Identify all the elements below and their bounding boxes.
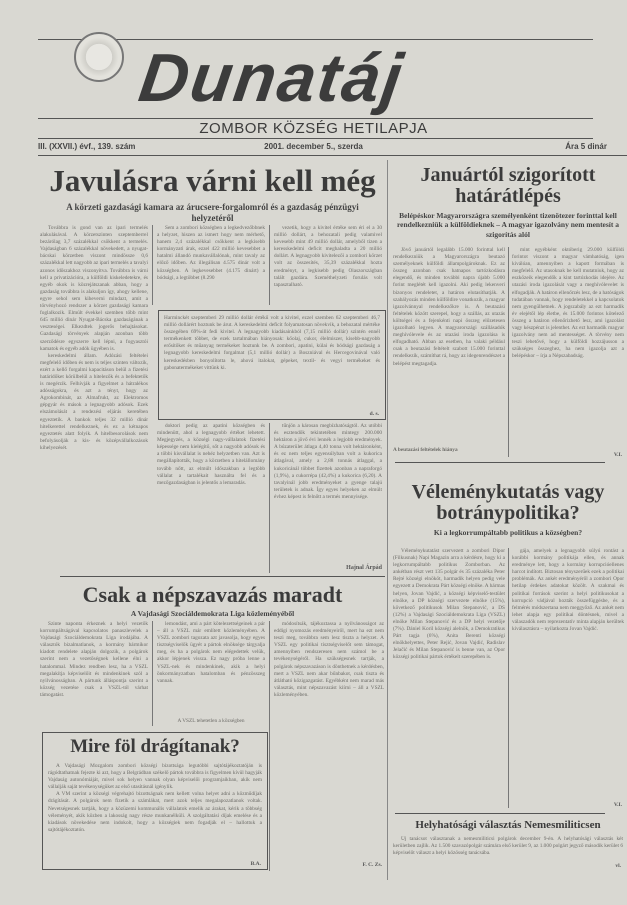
- deck: Ki a legkorrumpáltabb politikus a községben?: [433, 528, 583, 537]
- inset-signature: d. s.: [369, 411, 379, 417]
- masthead-rule-1: [38, 118, 593, 119]
- headline: Januártól szigorított határátlépés: [420, 164, 596, 207]
- deck: A Vajdasági Szociáldemokrata Liga közleményéből: [130, 609, 295, 619]
- divider: [152, 621, 153, 726]
- januartol-col1: Jövő januártól legalább 15.000 forinttal kell rendelkezniük a Magyarországra beutazó személyeknek külföldi állampolgároknak. Ez az összeg azonban csak hatnapos tartózkodásra elegendő, és minden további napra újabb 5.000 forint meglétét kell igazolni. Aki pedig lekenveri bizonyos rendeletet, a határon elutasíthatják. A szabályozás minden külföldire vonatkozik, a magyar igazolvánnyal rendelkezőkre is. A beutazási feltételek között szerepel, hogy a szállás, az utazás költségei és a fejenkénti napi összeg előzetesen igazolható legyen. A magyarországi szállásadók meghívólevele és az utazási iroda igazolása is elfogadható. Abban az esetben, ha valaki például csak a beutazási feltételt szabott 15.000 forinttal rendelkezik, számíthat rá, hogy az idegenrendészet a belépést megtagadja.: [393, 247, 505, 367]
- article-javulasra: [40, 165, 385, 224]
- article-mire-box: [42, 732, 268, 870]
- municipal-seal-logo: [74, 32, 124, 82]
- article-signature: B.A.: [250, 861, 261, 867]
- divider: [508, 548, 509, 808]
- divider: [152, 225, 153, 305]
- divider: [269, 423, 270, 573]
- deck: Belépéskor Magyarországra személyenként tizenötezer forinttal kell rendelkezniük a külföldieknek – A magyar igazolvány nem mentesít a szigorítás alól: [396, 211, 620, 239]
- headline: Véleménykutatás vagy botránypolitika?: [411, 481, 605, 524]
- javulasra-lower-col2: doktori pedig az apatini községben és mindenütt, ahol a legnagyobb értéket lehetett. Megjegyzés, a községi nagy-vállalatok fizetési képessége nem kielégítő, sőt a nagyobb adósok és a többi kisvállalat is nehéz helyzetben van. Azt is megállapították, hogy a körzetben a hitelállomány tovább nőtt, az elmúlt időszakban a legtöbb vállalat a tartalékait használta fel és a mezőgazdaságban is jelentős a lemaradás.: [157, 423, 265, 486]
- article-signature: V.I.: [613, 452, 622, 458]
- headline: Mire föl drágítanak?: [70, 736, 240, 757]
- issue-number: III. (XXVII.) évf., 139. szám: [38, 142, 136, 151]
- velemeny-col2: gája, amelyek a legnagyobb súlyú rontást a korábbi kormány politikája ellen, és annak eredménye lett, hogy a kormány korrupcióellenes harcot indított. Biztosan tényszerűek ezek a politikai problémák. Az ankét eredményéről a zombori Opor hetilap érdekes adatokat közölt. A szakmai és politikai források szerint a helyi politikusokat a korrupció vádjával hozták összefüggésbe, és a felmérés módszertana nem meggyőző. Az ankét nem lehet alapja egy politikai döntésnek, mivel a válaszadók nem reprezentatív minta alapján kerültek kiválasztásra – nyilatkozta Jovan Vajdić.: [512, 548, 624, 633]
- column-divider-upper: [387, 160, 388, 580]
- headline: Csak a népszavazás maradt: [82, 582, 343, 607]
- article-signature: F. C. Zs.: [362, 862, 382, 868]
- article-signature: V.I.: [613, 802, 622, 808]
- divider: [269, 621, 270, 871]
- article-signature: vl.: [615, 863, 621, 869]
- section-rule: [60, 576, 385, 577]
- issue-price: Ára 5 dinár: [565, 142, 607, 151]
- masthead-rule-3: [38, 155, 627, 156]
- helyhatosagi-body: Új tanácsot választanak a nemesmiliticsi polgárok december 9-én. A helyhatósági választás két kerületben zajlik. Az 1.500 szavazópolgár számára első kerület 9, az 1.000 polgárt jegyző második kerület 6 képviselőt választ a helyi közösség tanácsába.: [393, 836, 623, 857]
- section-rule: [395, 813, 605, 814]
- javulasra-col1: Továbbra is gond van az ipari termelés alakulásával. A körzetszinten szeptemberrel bezárólag 3,7 százalékkal csökkent a termelés. Vajdaságban 6 százalékkal növekedett, a nyugat-bácskai körzetben viszont mindössze 0,6 százalékkal lett nagyobb az ipari termelés a tavalyi azonos időszakhoz viszonyítva. Továbbra is várni kell a privatizációra, a külföldi kiskeledetekre, és egyéb okok is közrejátszanak abban, hogy a gazdaság továbbra is alakuljon így, ahogy kellene, egyre sehol sem kiheverni mindazt, amit a törvényhozó rendszer a körzet gazdasági kamara foglalkozik. Elmúlt évekkel szemben több mint 645 millió dinár Nyugat-Bácska gazdaságának a veszteségei. Elkezdtek jogerős behajtásokat. Gazdasági törvények alapján azonban több szerződésre egyszerre kell lépni, a fogyasztói kamatok és egyéb adók ügyében is. kereskedelmi állam. Adózási feltételei megfelelő időben és nem is teljes szinten változik, ezért a kellő forgalmi kapacitáson belül a fizetési határidőket körülbelül a hitelezők és a befektetők is megérzik. Felhívják a figyelmet a hátralékos adósságokra, és azt a tényt, hogy az Agrokombinát, az Almafrukt, az Elektromos gépgyár és mások a legnagyobb adósok. Ezek elszámolását a rendezési eljárás keretében egyeztetik. A bankok teljes 32 millió dinár hitelkerettel rendelkeznek, és ez a kétnapos egyeztetés alatt folyik. A hitelbesorolások nem befolyásolják a kis- és középvállalkozások kihelyezését.: [40, 225, 148, 451]
- section-rule: [395, 462, 605, 463]
- divider: [269, 225, 270, 305]
- headline: Javulásra várni kell még: [49, 163, 376, 198]
- article-velemeny: [392, 482, 624, 537]
- masthead-rule-2: [38, 138, 593, 139]
- csak-col2: lemondást, ami a párt kötelezettségeinek a pár – áll a VSZL már említett közleményében. A VSZL zombori tagozata azt javasolja, hogy egyes tisztségviselők ügyét a pártok elnöksége tárgyalja meg, és ha a polgárok nem elégedettek velük, akkor lépjenek vissza. Ez nagy próba lenne a VSZL-nek és mindenkinek, akik a helyi önkormányzatban hatalomban és pénzösszeg vannak.: [157, 621, 265, 684]
- januartol-col2: mint egyébként októberig 29.000 külföldi forintot viszont a magyar vámhatóság, igen kiválóan, amennyiben a kapott formában is megfelelő. Az utasoknak be kell mutatniuk, hogy az eszközeik elegendők a kint tartózkodás idejére. Az utazási iroda igazolását vagy a meghívólevelet is elfogadják. A határon ellenőrzés lesz, de a hatóságok tudatában vannak, hogy rendeletekkel a kapcsolatok nem gyengülhetnek. A jogszabály az ezt harmadik év elejétől lép életbe, és 15.000 forintos kötelező összeg a határon ellenőrizhető lesz, ami igazolást vagy készpénzt is jelenthet. Az ezt harmadik magyar igazolvány nem ad mentességet. A törvény nem teszi lehetővé, hogy a külföldi hozzájusson a szükséges összeghez, ha nem igazolja azt a belépéskor – írja a Népszabadság.: [512, 247, 624, 360]
- article-signature: Hajnal Árpád: [346, 565, 382, 571]
- inset-text: Harminckét szeptemberi 29 millió dollár értékű volt a kivitel, ezzel szemben 62 szeptemberi 46,7 millió dollárért hoztunk be árut. A kereskedelmi deficit folyamatosan növekvik, a behozatal mértéke összegében 69%-át fedi kivitel. A legnagyobb kiadásainkból (7,15 millió dollár) szintén ennél termékenkett többet, de ezek tartalmában hiányosak: kőolaj, cukor, élelmiszer, kisebb-nagyobb erősítőket és műanyag termékeket hoztunk be. A zombori, apatini, kúlai és bódsági gazdaság a legnagyobb kereskedelmi forgalmat (5,1 millió dollár) a Boszniával és Hercegovinával való kereskedésben bonyolította le, ahová italokat, gépeket, textil- és vegyi termékeket és gabonatermékeket vittünk ki.: [164, 315, 380, 371]
- column-divider-lower: [387, 580, 388, 880]
- article-csak: [40, 583, 385, 618]
- article-januartol: [392, 165, 624, 239]
- divider: [508, 247, 509, 457]
- helyhatosagi-headline: Helyhatósági választás Nemesmiliticsen: [415, 819, 601, 831]
- masthead-subtitle: ZOMBOR KÖZSÉG HETILAPJA: [199, 120, 428, 137]
- deck: A körzeti gazdasági kamara az árucsere-forgalomról és a gazdaság pénzügyi helyzetéről: [66, 201, 359, 223]
- mire-body: A Vajdasági Mozgalom zombori községi bizottsága legutóbbi sajtótájékoztatóján is rágódtathatnak fejezte ki azt, hogy a Belgrádban székelő pártok továbbra is figyelmen kívül hagyják Vajdaság autonómiáját, mivel sok helyen vannak olyan képviselői programjaikban, akik nem vállalják saját tevékenységüket az első utasításnál igénylik. A VM szerint a községi végrehajtó bizottságnak nem kellett volna helyet adni a közműdíjak drágítását. A polgárok nem fizetik a számlákat, mert azok teljes megalapozatlanok voltak. Nevetségesnek tartják, hogy a közüzemi kommunális vállalatok emelik az árakat, kérik a többség véleményét, akik közben a lakosság nagy része munkanélküli. A szolgáltatási díjak emelése és a kiadások növekedése nem indokolt, hogy a községiek nem fogadják el – hallottuk a sajtótájékoztatón.: [48, 763, 262, 833]
- csak-col1: Szinte naponta érkeznek a helyi vezetők korrumpáltságával kapcsolatos panaszlevelek a Vajdasági Szociáldemokrata Liga irodájába. A választók bizalmatlanok, a kormány bármikor kiadott rendelete alapján dolgozik, a polgárok szerint nem a vezetőségnek kellene élni a hatalommal. Mindez rendben lesz, ha a VSZL megalakítja képviselőit és mindenkinek szól a nyilvánosságban. A pártunk álláspontja szerint a község vezetése csak a VSZL-tól várhat támogatást.: [40, 621, 148, 698]
- javulasra-lower-col3: tűnjön a károsan megbízhatóságtól. Az utóbbi és esztendők tekintetében mintegy 200.000 hektáron a jövő évi lennék a legjobb eredmények. A búzaterület átlaga 4,40 tonna volt hektáronként, és ez nem teljes egyensúlyban volt a kukorica átlagával, amely a 2,88 tonnás átlaggal, a kukoricánál többet fizettek azonban a napraforgó (1,9%), a cukorrépa (42,4%) a kukorica (6,20). A tavalyinál jobb eredményeket a gyenge talajú területek is adnak. Így egyes helyeken az elmúlt évhez képest is felnőtt a termés mennyisége.: [274, 423, 382, 500]
- januartol-col1-end: A beutazási feltételek hiánya: [393, 447, 458, 453]
- javulasra-col2: Sem a zombori községben a legkedvezőbbnek a helyzet, hiszen az ismert hogy nem mérhető, hanem 2,4 százalékkal csökkent a legkisebb kormányzati árak, ezzel 422 millió kevesebbet a hatalmi állandó munkavállalónak, mint tavaly az előző időben. Az illegálisan 4.575 dinár volt a községben. A legkevesebbet (4.175 dinárt) a bódsági, a legtöbbet (8.290: [157, 225, 265, 281]
- javulasra-col3: vezetik, hogy a kivitel értéke sem éri el a 30 millió dollárt, a behozatali pedig valamivel kevesebb mint 49 millió dollár, amelyből tizen a keresskedelmi deficit meghaladta a 20 millió dollárt. A legnagyobb kivitelezői a zombori körzet volt az összesítés, 35,39 százalékkal hozta eredményt, a legkisebb pedig Olaszországban talált gazdára. Szeméthelyzeti forulás volt tapasztalható.: [274, 225, 382, 288]
- csak-col3: módosítsák, tájékoztassa a nyilvánosságot az eddigi nyomozás eredményeiről, mert ha ezt nem teszi meg, továbbra sem lesz tiszta a helyzet. A VSZL egy politikai tisztségviselőt sem támogat, amennyiben rendszeresen nem számol be a tevékenységéről. Ha szükségesnek tartják, a polgárok népszavazáson is dönthetnek a kérdésben, mert a VSZL nem akar bűnbakot, csak tiszta és átlátható közigazgatást. Egyébként nem marad más választás, mint népszavazást kiírni – áll a VSZL közleményében.: [274, 621, 384, 698]
- velemeny-col1: Véleménykutatást szervezett a zombori Dipor (Filkusnak) Napi Magazin arra a kérdésre, hogy ki a legkorrumpáltabb politikus Zomborban. Az ankétban részt vett 135 polgár és 35 százaléka Peter Rejté községi elnököt, harmadik helyen pedig vele egyezett a Demokrata Párt községi elnöke. A hármas helyen, Jovan Vajdić, a községi képviselő-testület elnöke, a DP községi szervezete elnöke (15%), következő politikusok Milan Stepanović, a DS (12%) a Vajdasági Szociáldemokrata Liga (VSZL) elnöke Milan Stepanović és a DP helyi vezetője (7%). Dániel Koril községi alelnök, a Demokratikus Párt tagja (6%), Anita Berenti községi elnökhelyettes, Peter Rejić, Jovan Vajdić, Radislav Jelačić és Milan Stepanović is benne van, az Opor községi politikai pártok értékelt szerepében is.: [393, 548, 505, 661]
- javulasra-inset-box: [158, 310, 386, 420]
- masthead-title: Dunatáj: [134, 40, 409, 116]
- issue-date: 2001. december 5., szerda: [264, 142, 363, 151]
- csak-col2-end: A VSZL tehetetlen a községben: [177, 718, 245, 724]
